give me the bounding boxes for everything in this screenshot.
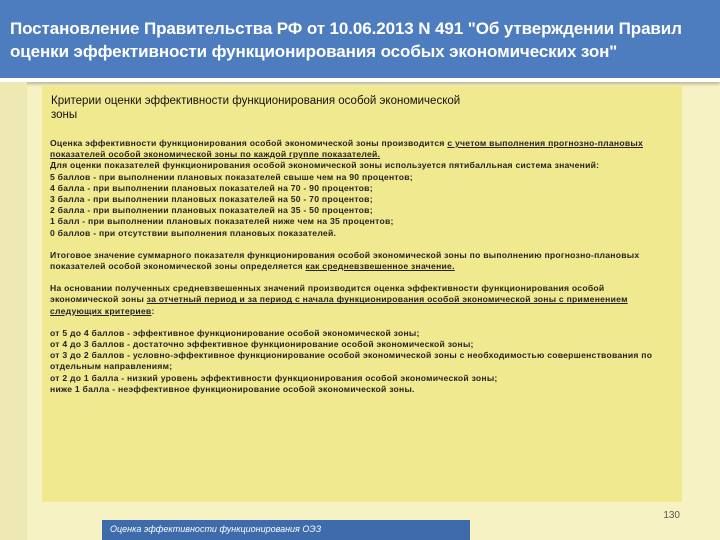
paragraph-total-underlined: как средневзвешенное значение. — [305, 261, 455, 272]
paragraph-evaluation-colon: : — [151, 305, 155, 316]
body-text — [50, 138, 670, 395]
paragraph-method-underlined: с учетом выполнения прогнозно-плановых показателей особой экономической зоны по каждой группе показателей. — [50, 138, 644, 160]
spacer — [50, 317, 670, 328]
level-item: от 3 до 2 баллов - условно-эффективное функционирование особой экономической зоны с необходимостью совершенствования по отдельным направлениям; — [50, 350, 653, 372]
slide-title: Постановление Правительства РФ от 10.06.2013 N 491 "Об утверждении Правил оценки эффективности функционирования особых экономических зон" — [10, 19, 682, 61]
score-item: 3 балла - при выполнении плановых показателей на 50 - 70 процентов; — [50, 194, 373, 205]
spacer — [50, 272, 670, 283]
score-item: 1 балл - при выполнении плановых показателей ниже чем на 35 процентов; — [50, 216, 394, 227]
footer-bar — [102, 520, 470, 540]
paragraph-scale: Для оценки показателей функционирования особой экономической зоны используется пятибалльная система значений: — [50, 160, 600, 171]
score-item: 0 баллов - при отсутствии выполнения плановых показателей. — [50, 227, 337, 238]
left-stripe — [0, 82, 27, 540]
level-item: от 2 до 1 балла - низкий уровень эффективности функционирования особой экономической зоны; — [50, 372, 498, 383]
score-item: 2 балла - при выполнении плановых показателей на 35 - 50 процентов; — [50, 205, 373, 216]
paragraph-evaluation — [50, 283, 670, 317]
paragraph-method-text: Оценка эффективности функционирования особой экономической зоны производится — [50, 138, 448, 148]
page-number: 130 — [663, 510, 680, 521]
paragraph-total-text: Итоговое значение суммарного показателя функционирования особой экономической зоны по выполнению прогнозно-плановых показателей особой экономической зоны определяется — [50, 249, 640, 272]
paragraph-total — [50, 250, 670, 272]
header-bar — [0, 0, 720, 82]
spacer — [50, 239, 670, 250]
score-item: 5 баллов - при выполнении плановых показателей свыше чем на 90 процентов; — [50, 171, 413, 182]
paragraph-evaluation-underlined: за отчетный период и за период с начала функционирования особой экономической зоны с применением следующих критериев — [50, 294, 628, 316]
criteria-title: Критерии оценки эффективности функционирования особой экономической зоны — [51, 95, 461, 121]
level-item: ниже 1 балла - неэффективное функционирование особой экономической зоны. — [50, 383, 415, 394]
level-item: от 4 до 3 баллов - достаточно эффективное функционирование особой экономической зоны; — [50, 339, 474, 350]
level-item: от 5 до 4 баллов - эффективное функционирование особой экономической зоны; — [50, 327, 420, 338]
paragraph-evaluation-text: На основании полученных средневзвешенных значений производится оценка эффективности функционирования особой экономической зоны — [50, 283, 605, 305]
score-item: 4 балла - при выполнении плановых показателей на 70 - 90 процентов; — [50, 182, 373, 193]
footer-text: Оценка эффективности функционирования ОЭЗ — [110, 524, 322, 534]
paragraph-method — [50, 138, 670, 160]
content-panel — [42, 86, 682, 502]
